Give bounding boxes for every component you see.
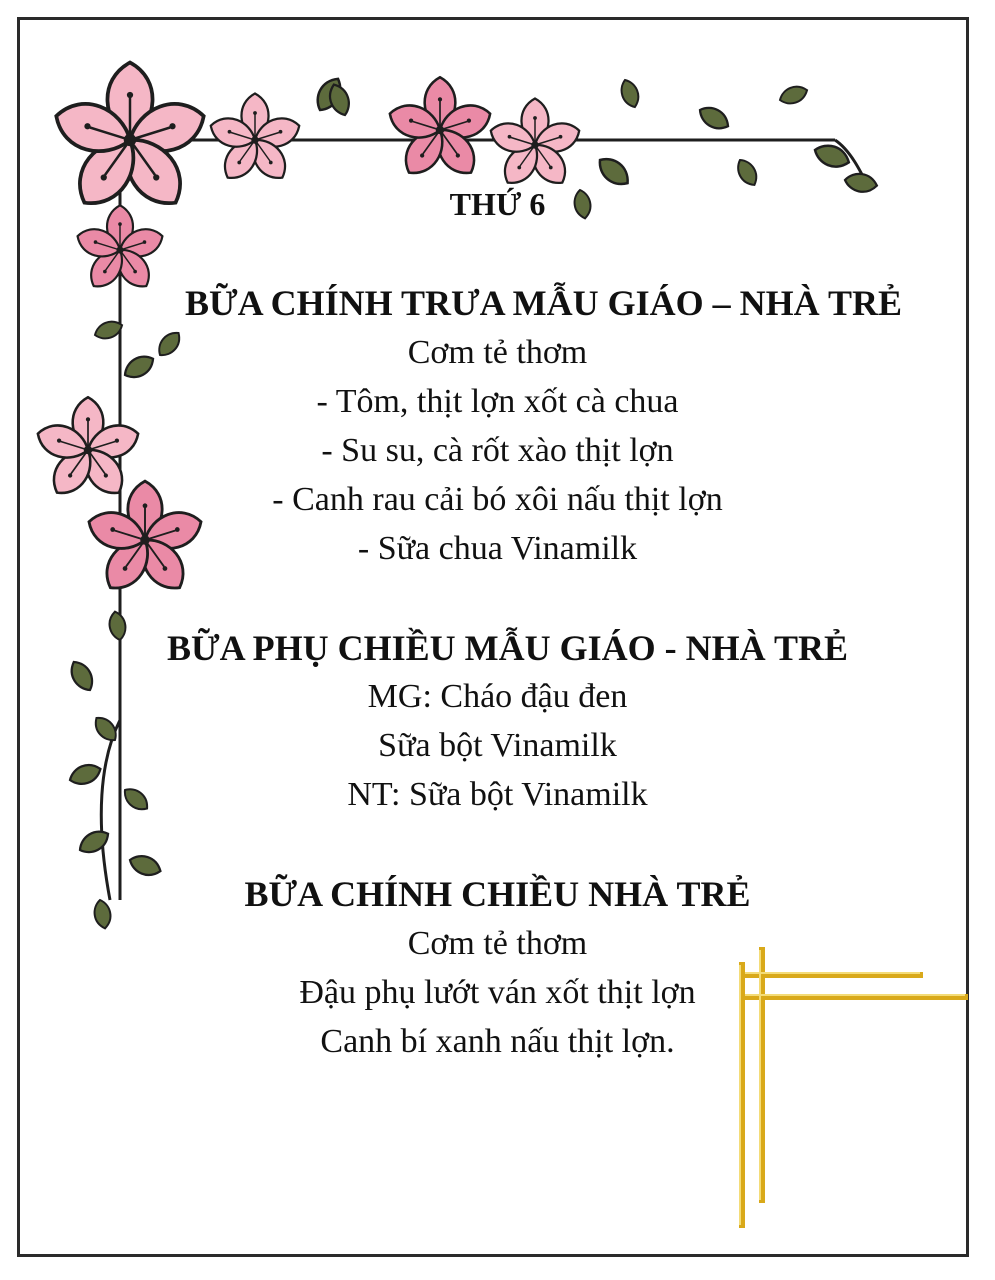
snack-item: NT: Sữa bột Vinamilk [347, 776, 648, 813]
snack-item: Sữa bột Vinamilk [378, 727, 617, 764]
lunch-item: - Canh rau cải bó xôi nấu thịt lợn [272, 481, 723, 518]
day-title: THỨ 6 [449, 186, 546, 222]
section-heading-lunch: BỮA CHÍNH TRƯA MẪU GIÁO – NHÀ TRẺ [184, 283, 903, 323]
lunch-item: - Su su, cà rốt xào thịt lợn [321, 432, 674, 469]
section-heading-afternoon-snack: BỮA PHỤ CHIỀU MẪU GIÁO - NHÀ TRẺ [166, 628, 849, 668]
lunch-item: - Tôm, thịt lợn xốt cà chua [316, 383, 679, 420]
snack-item: MG: Cháo đậu đen [367, 678, 628, 715]
afternoon-meal-item: Cơm tẻ thơm [407, 925, 588, 962]
lunch-item: - Sữa chua Vinamilk [357, 530, 638, 567]
lunch-item: Cơm tẻ thơm [407, 334, 588, 371]
afternoon-meal-item: Đậu phụ lướt ván xốt thịt lợn [299, 974, 696, 1011]
section-heading-afternoon-meal: BỮA CHÍNH CHIỀU NHÀ TRẺ [244, 874, 751, 914]
afternoon-meal-item: Canh bí xanh nấu thịt lợn. [320, 1023, 675, 1060]
